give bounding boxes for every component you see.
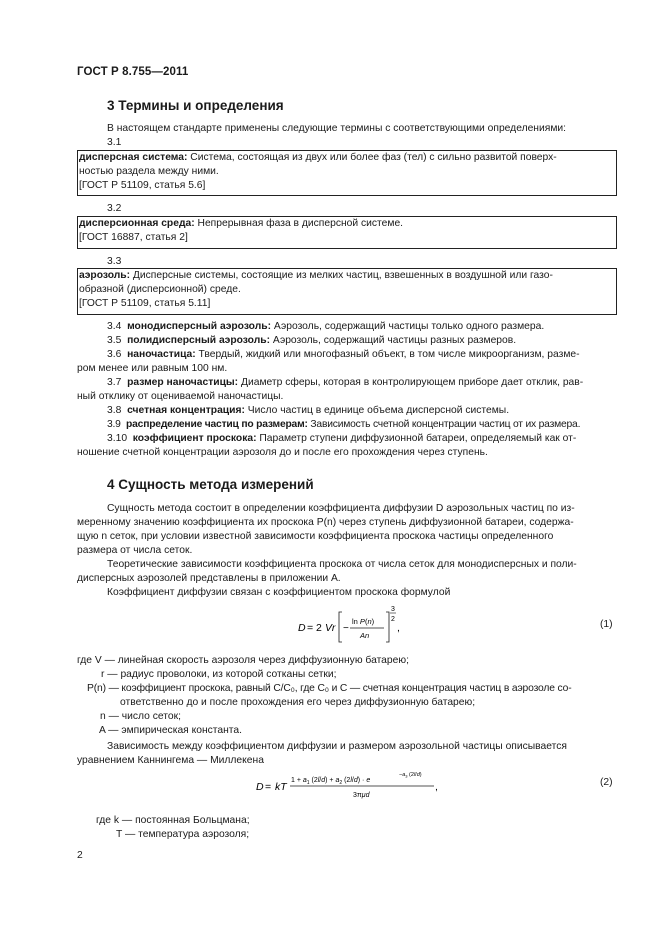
where-text: число сеток; bbox=[118, 711, 181, 722]
formula-1-bracket-left bbox=[339, 612, 342, 642]
formula-1-number: (1) bbox=[600, 619, 613, 630]
term-box-3-1 bbox=[77, 150, 617, 196]
term-item-3-6 bbox=[107, 348, 627, 362]
formula-2-comma: , bbox=[435, 781, 438, 793]
term-item-3-7 bbox=[107, 376, 627, 390]
term-text: Непрерывная фаза в дисперсной системе. bbox=[194, 218, 404, 229]
formula-1-numerator: ln P(n) bbox=[352, 617, 375, 626]
where-item-pn bbox=[87, 682, 627, 696]
term-item-3-10-cont: ношение счетной концентрации аэрозоля до и после его прохождения через ступень. bbox=[77, 447, 488, 458]
term-label: размер наночастицы: bbox=[127, 377, 239, 388]
term-item-3-8 bbox=[107, 404, 627, 418]
term-text: Дисперсные системы, состоящие из мелких частиц, взвешенных в воздушной или газо- bbox=[130, 270, 553, 281]
formula-2-exponent: $-a_3$ (2l/d) bbox=[399, 772, 422, 779]
document-header: ГОСТ Р 8.755—2011 bbox=[77, 66, 189, 78]
formula-1-exp-den: 2 bbox=[391, 616, 395, 623]
term-reference: [ГОСТ Р 51109, статья 5.6] bbox=[79, 180, 206, 191]
term-text: Аэрозоль, содержащий частицы только одного размера. bbox=[271, 321, 545, 332]
term-item-3-5 bbox=[107, 334, 627, 348]
formula-2-denominator: 3πμd bbox=[353, 792, 370, 799]
term-number: 3.9 bbox=[107, 419, 121, 430]
term-label: дисперсная система: bbox=[79, 152, 188, 163]
term-box-3-2 bbox=[77, 216, 617, 249]
term-label: коэффициент проскока: bbox=[132, 433, 257, 444]
formula-2-kt: kT bbox=[275, 781, 287, 793]
paragraph-line: Теоретические зависимости коэффициента проскока от числа сеток для монодисперсных и поли- bbox=[107, 559, 577, 570]
term-number: 3.8 bbox=[107, 405, 122, 416]
term-item-3-4 bbox=[107, 320, 627, 334]
formula-2-numerator: $1 + a_1$ $(2l/d) + a_2$ (2l/d) · e bbox=[291, 777, 371, 786]
term-number: 3.2 bbox=[107, 203, 122, 214]
section-4-title: 4 Сущность метода измерений bbox=[107, 477, 314, 492]
term-definition-line bbox=[78, 269, 585, 283]
page-number: 2 bbox=[77, 850, 83, 861]
formula-1-minus: − bbox=[343, 623, 349, 634]
where-item-v bbox=[77, 654, 615, 668]
term-number: 3.3 bbox=[107, 256, 122, 267]
paragraph-line: щую n сеток, при условии известной зависимости коэффициента проскока частицы определенного bbox=[77, 531, 554, 542]
where-item-n bbox=[100, 710, 620, 724]
paragraph-line: уравнением Каннингема — Миллекена bbox=[77, 755, 264, 766]
where-symbol: где V — bbox=[77, 655, 115, 666]
term-reference: [ГОСТ 16887, статья 2] bbox=[79, 232, 188, 243]
where-item-t bbox=[116, 828, 616, 842]
where-text: температура аэрозоля; bbox=[135, 829, 250, 840]
term-item-3-9 bbox=[107, 418, 627, 432]
formula-1 bbox=[290, 602, 410, 648]
term-label: монодисперсный аэрозоль: bbox=[127, 321, 272, 332]
term-definition-cont: ностью раздела между ними. bbox=[79, 166, 219, 177]
paragraph-line: меренному значению коэффициента их проскока P(n) через ступень диффузионной батареи, содержа- bbox=[77, 517, 574, 528]
term-definition-cont: образной (дисперсионной) среде. bbox=[79, 284, 241, 295]
formula-2-number: (2) bbox=[600, 777, 613, 788]
term-label: аэрозоль: bbox=[79, 270, 131, 281]
formula-1-comma: , bbox=[397, 622, 400, 634]
where-symbol: P(n) — bbox=[87, 683, 119, 694]
term-text: Диаметр сферы, которая в контролирующем приборе дает отклик, рав- bbox=[238, 377, 584, 388]
where-text: постоянная Больцмана; bbox=[132, 815, 250, 826]
formula-1-denominator: An bbox=[360, 631, 370, 640]
where-symbol: r — bbox=[101, 669, 118, 680]
where-item-pn-cont: ответственно до и после прохождения его через диффузионную батарею; bbox=[120, 697, 476, 708]
where-symbol: A — bbox=[99, 725, 119, 736]
paragraph-line: размера от числа сеток. bbox=[77, 545, 193, 556]
formula-2-lhs: D bbox=[256, 781, 264, 793]
formula-2 bbox=[250, 768, 450, 804]
paragraph-line: Сущность метода состоит в определении коэффициента диффузии D аэрозольных частиц по из- bbox=[107, 503, 575, 514]
term-text: Аэрозоль, содержащий частицы разных размеров. bbox=[270, 335, 517, 346]
where-text: коэффициент проскока, равный C/C₀, где C₀ и C — счетная концентрация частиц в аэрозоле со- bbox=[118, 683, 572, 694]
term-box-3-3 bbox=[77, 268, 617, 315]
formula-2-eq: = bbox=[265, 781, 272, 793]
term-number: 3.6 bbox=[107, 349, 122, 360]
term-label: распределение частиц по размерам: bbox=[126, 419, 308, 430]
formula-1-vr: Vr bbox=[325, 622, 336, 634]
term-reference: [ГОСТ Р 51109, статья 5.11] bbox=[79, 298, 211, 309]
where-item-k bbox=[96, 814, 616, 828]
formula-1-bracket-right bbox=[386, 612, 389, 642]
paragraph-line: дисперсных аэрозолей представлены в приложении А. bbox=[77, 573, 341, 584]
term-text: Параметр ступени диффузионной батареи, определяемый как от- bbox=[256, 433, 577, 444]
term-item-3-6-cont: ром менее или равным 100 нм. bbox=[77, 363, 228, 374]
term-item-3-10 bbox=[107, 432, 627, 446]
term-text: Система, состоящая из двух или более фаз (тел) с сильно развитой поверх- bbox=[187, 152, 557, 163]
term-number: 3.7 bbox=[107, 377, 122, 388]
where-symbol: T — bbox=[116, 829, 136, 840]
where-symbol: n — bbox=[100, 711, 119, 722]
where-item-a bbox=[99, 724, 619, 738]
term-label: счетная концентрация: bbox=[127, 405, 245, 416]
term-definition-line bbox=[78, 217, 585, 231]
where-symbol: где k — bbox=[96, 815, 133, 826]
formula-1-exp-num: 3 bbox=[391, 606, 395, 613]
term-number: 3.4 bbox=[107, 321, 122, 332]
term-label: наночастица: bbox=[127, 349, 196, 360]
term-label: полидисперсный аэрозоль: bbox=[127, 335, 270, 346]
section-3-intro: В настоящем стандарте применены следующие термины с соответствующими определениями: bbox=[107, 123, 567, 134]
term-text: Твердый, жидкий или многофазный объект, в том числе микроорганизм, разме- bbox=[195, 349, 580, 360]
section-3-title: 3 Термины и определения bbox=[107, 98, 284, 113]
where-text: радиус проволоки, из которой сотканы сетки; bbox=[117, 669, 337, 680]
where-text: эмпирическая константа. bbox=[118, 725, 242, 736]
formula-1-eq: = 2 bbox=[307, 622, 322, 634]
term-number: 3.5 bbox=[107, 335, 122, 346]
where-item-r bbox=[101, 668, 621, 682]
paragraph-line: Коэффициент диффузии связан с коэффициентом проскока формулой bbox=[107, 587, 451, 598]
term-number: 3.1 bbox=[107, 137, 122, 148]
formula-1-lhs: D bbox=[298, 622, 306, 634]
term-text: Зависимость счетной концентрации частиц от их размера. bbox=[307, 419, 581, 430]
where-text: линейная скорость аэрозоля через диффузионную батарею; bbox=[114, 655, 409, 666]
term-definition-line bbox=[78, 151, 585, 165]
term-item-3-7-cont: ный отклику от оцениваемой наночастицы. bbox=[77, 391, 284, 402]
term-label: дисперсионная среда: bbox=[79, 218, 195, 229]
term-number: 3.10 bbox=[107, 433, 128, 444]
term-text: Число частиц в единице объема дисперсной системы. bbox=[244, 405, 510, 416]
paragraph-line: Зависимость между коэффициентом диффузии и размером аэрозольной частицы описывается bbox=[107, 741, 567, 752]
